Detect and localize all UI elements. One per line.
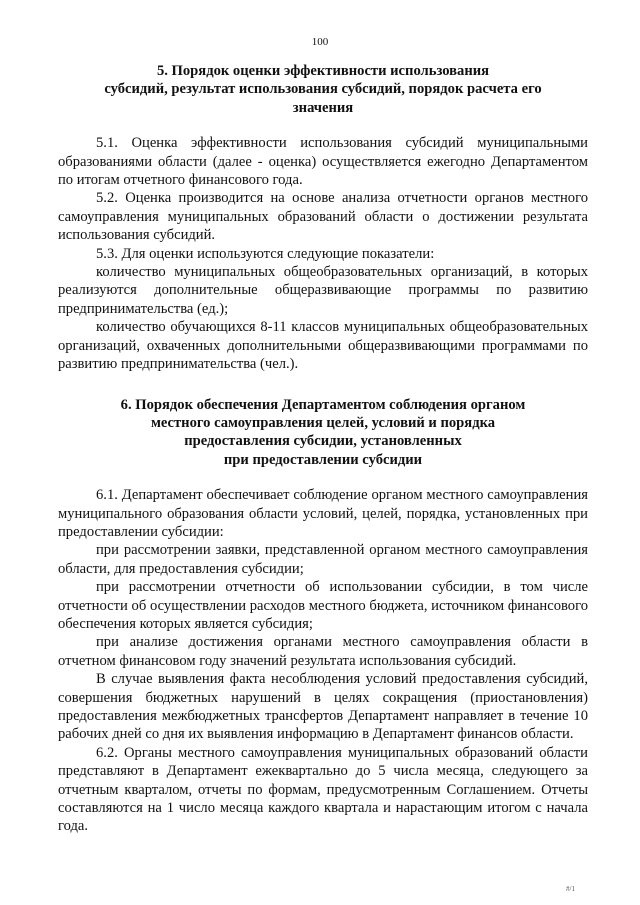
paragraph-violations: В случае выявления факта несоблюдения условий предоставления субсидий, совершения бюджетных нарушений в целях сокращения (приостановления) предоставления межбюджетных трансфертов Департамент направляет в течение 10 рабочих дней со дня их выявления информацию в Департамент финансов области. [58,671,588,743]
paragraph-5-1: 5.1. Оценка эффективности использования субсидий муниципальными образованиями области (далее - оценка) осуществляется ежегодно Департаментом по итогам отчетного финансового года. [58,135,588,189]
paragraph-5-3: 5.3. Для оценки используются следующие показатели: [96,245,435,262]
section-6-heading [58,396,588,470]
heading-line: предоставления субсидии, установленных [184,433,462,450]
indicator-organizations: количество муниципальных общеобразовательных организаций, в которых реализуются дополнительные общеразвивающие программы по развитию предпринимательства (ед.); [58,264,588,317]
heading-line: субсидий, результат использования субсидий, порядок расчета его [104,81,542,98]
section-5-heading [58,62,588,117]
paragraph-application-review: при рассмотрении заявки, представленной органом местного самоуправления области, для предоставления субсидии; [58,542,588,577]
heading-line: 5. Порядок оценки эффективности использования [156,63,490,79]
heading-line: местного самоуправления целей, условий и порядка [150,414,496,431]
heading-line: при предоставлении субсидии [223,451,423,468]
paragraph-reporting-review: при рассмотрении отчетности об использовании субсидии, в том числе отчетности об осуществлении расходов местного бюджета, источником финансового обеспечения которых является субсидия; [58,579,588,632]
indicator-students: количество обучающихся 8-11 классов муниципальных общеобразовательных организаций, охваченных дополнительными общеразвивающими программами по развитию предпринимательства (чел.). [58,319,588,373]
paragraph-5-2: 5.2. Оценка производится на основе анализа отчетности органов местного самоуправления муниципальных образований области о достижении результата использования субсидий. [58,190,588,244]
heading-line: 6. Порядок обеспечения Департаментом соблюдения органом [120,396,526,413]
footer-mark: #/1 [566,885,575,893]
paragraph-6-1: 6.1. Департамент обеспечивает соблюдение органом местного самоуправления муниципального образования области условий, целей, порядка, установленных при предоставлении субсидии: [58,487,588,540]
document-body [58,62,588,836]
paragraph-6-2: 6.2. Органы местного самоуправления муниципальных образований области представляют в Департамент ежеквартально до 5 числа месяца, следующего за отчетным кварталом, отчеты по формам, предусмотренным Соглашением. Отчеты составляются на 1 число месяца каждого квартала и нарастающим итогом с начала года. [58,744,588,835]
page-number: 100 [311,36,329,48]
heading-line: значения [292,99,354,116]
paragraph-results-analysis: при анализе достижения органами местного самоуправления области в отчетном финансовом году значений результата использования субсидий. [58,634,588,669]
